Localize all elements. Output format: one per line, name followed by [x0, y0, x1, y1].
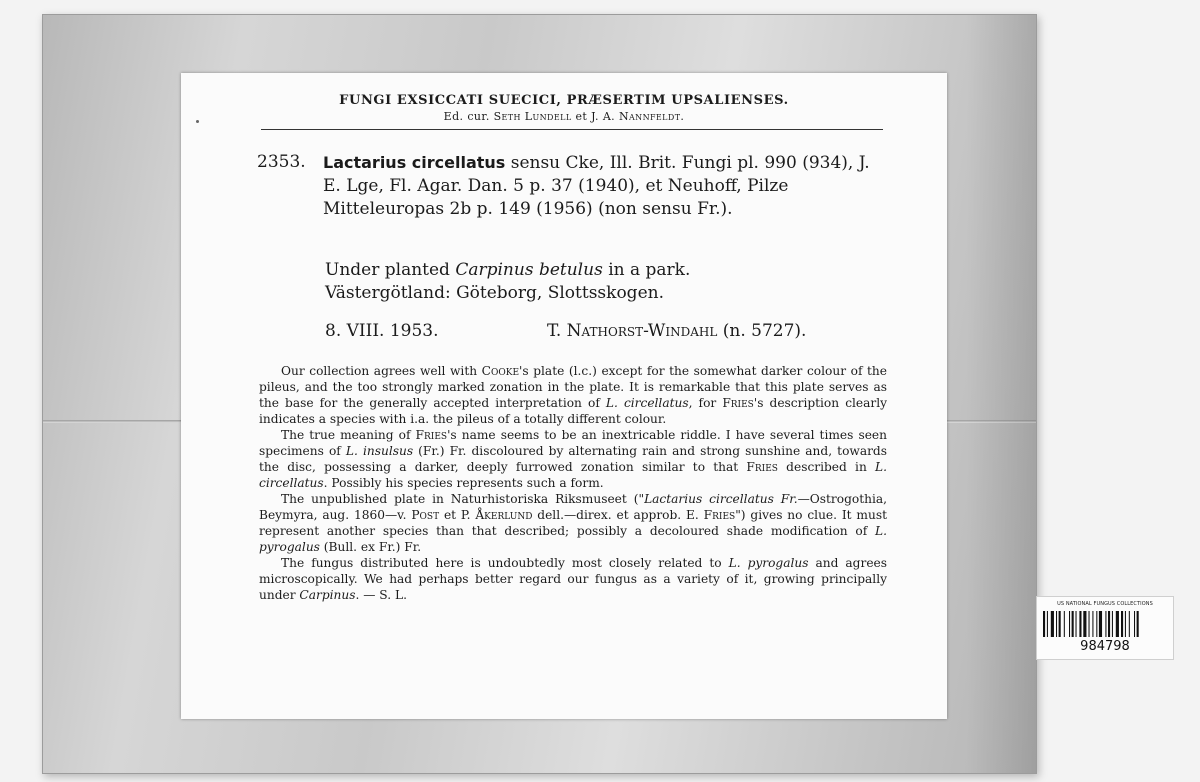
species-name: Lactarius circellatus — [323, 153, 506, 172]
note-paragraph-2: The true meaning of Fries's name seems to be an inextricable riddle. I have several times seen specimens of L. insulsus (Fr.) Fr. discoloured by alternating rain and strong sunshine and, towards the disc, possessing a darker, deeply furrowed zonation similar to that Fries described in L. circellatus. Possibly his species represents such a form. — [259, 428, 888, 490]
barcode-bar — [1121, 611, 1123, 637]
barcode-bar — [1056, 611, 1057, 637]
barcode-bars — [1043, 611, 1167, 637]
barcode-bar — [1105, 611, 1106, 637]
barcode-bar — [1116, 611, 1119, 637]
label-series-title: FUNGI EXSICCATI SUECICI, PRÆSERTIM UPSALIENSES. — [339, 93, 789, 108]
barcode-bar — [1064, 611, 1065, 637]
barcode-bar — [1072, 611, 1074, 637]
barcode-bar — [1108, 611, 1110, 637]
barcode-caption: US NATIONAL FUNGUS COLLECTIONS — [1057, 601, 1153, 607]
habitat-line — [325, 259, 887, 282]
habitat-prefix: Under planted — [325, 260, 456, 280]
habitat-locality — [325, 259, 887, 305]
collector-initial: T. — [547, 321, 562, 341]
barcode-bar — [1047, 611, 1048, 637]
barcode-bar — [1069, 611, 1070, 637]
editor-2: J. A. Nannfeldt. — [591, 110, 685, 123]
taxonomic-notes — [259, 363, 887, 603]
barcode-bar — [1059, 611, 1061, 637]
label-editors — [181, 110, 947, 123]
entry-body — [323, 151, 887, 221]
collector — [547, 321, 806, 341]
barcode-bar — [1096, 611, 1097, 637]
editors-join: et — [575, 110, 588, 123]
barcode-bar — [1137, 611, 1139, 637]
barcode-bar — [1051, 611, 1054, 637]
habitat-host: Carpinus betulus — [455, 260, 603, 280]
paper-speck — [196, 120, 199, 123]
note-paragraph-3: The unpublished plate in Naturhistoriska Riksmuseet ("Lactarius circellatus Fr.—Ostrogothia, Beymyra, aug. 1860—v. Post et P. Åkerlund dell.—direx. et approb. E. Fries") gives no clue. It must represent another species than that described; possibly a decoloured shade modification of L. pyrogalus (Bull. ex Fr.) Fr. — [259, 492, 887, 554]
barcode-label — [1036, 596, 1174, 660]
barcode-bar — [1083, 611, 1086, 637]
header-rule — [261, 129, 883, 130]
editors-prefix: Ed. cur. — [443, 110, 490, 123]
barcode-bar — [1089, 611, 1090, 637]
envelope-shadow — [966, 15, 1036, 773]
editor-1: Seth Lundell — [493, 110, 572, 123]
collection-date: 8. VIII. 1953. — [325, 321, 439, 341]
species-citation: sensu Cke, Ill. Brit. Fungi pl. 990 (934), J. E. Lge, Fl. Agar. Dan. 5 p. 37 (1940), et Neuhoff, Pilze Mitteleuropas 2b p. 149 (1956) (non sensu Fr.). — [323, 153, 870, 219]
barcode-bar — [1134, 611, 1135, 637]
barcode-bar — [1043, 611, 1045, 637]
exsiccatae-label — [181, 73, 947, 719]
locality-line: Västergötland: Göteborg, Slottsskogen. — [325, 283, 664, 303]
collector-name: Nathorst-Windahl — [566, 321, 718, 341]
barcode-bar — [1099, 611, 1102, 637]
barcode-bar — [1092, 611, 1093, 637]
barcode-bar — [1079, 611, 1081, 637]
barcode-bar — [1112, 611, 1113, 637]
barcode-bar — [1125, 611, 1126, 637]
barcode-bar — [1076, 611, 1077, 637]
note-paragraph-1: Our collection agrees well with Cooke's plate (l.c.) except for the somewhat darker colour of the pileus, and the too strongly marked zonation in the plate. It is remarkable that this plate serves as the base for the generally accepted interpretation of L. circellatus, for Fries's description clearly indicates a species with i.a. the pileus of a totally different colour. — [259, 364, 888, 426]
barcode-number: 984798 — [1080, 639, 1130, 654]
note-paragraph-4: The fungus distributed here is undoubtedly most closely related to L. pyrogalus and agrees microscopically. We had perhaps better regard our fungus as a variety of it, growing principally under Carpinus. — S. L. — [259, 556, 887, 602]
barcode-bar — [1129, 611, 1130, 637]
habitat-suffix: in a park. — [602, 260, 691, 280]
entry-number: 2353. — [257, 152, 306, 172]
collector-number: (n. 5727). — [722, 321, 807, 341]
specimen-entry — [257, 151, 887, 221]
